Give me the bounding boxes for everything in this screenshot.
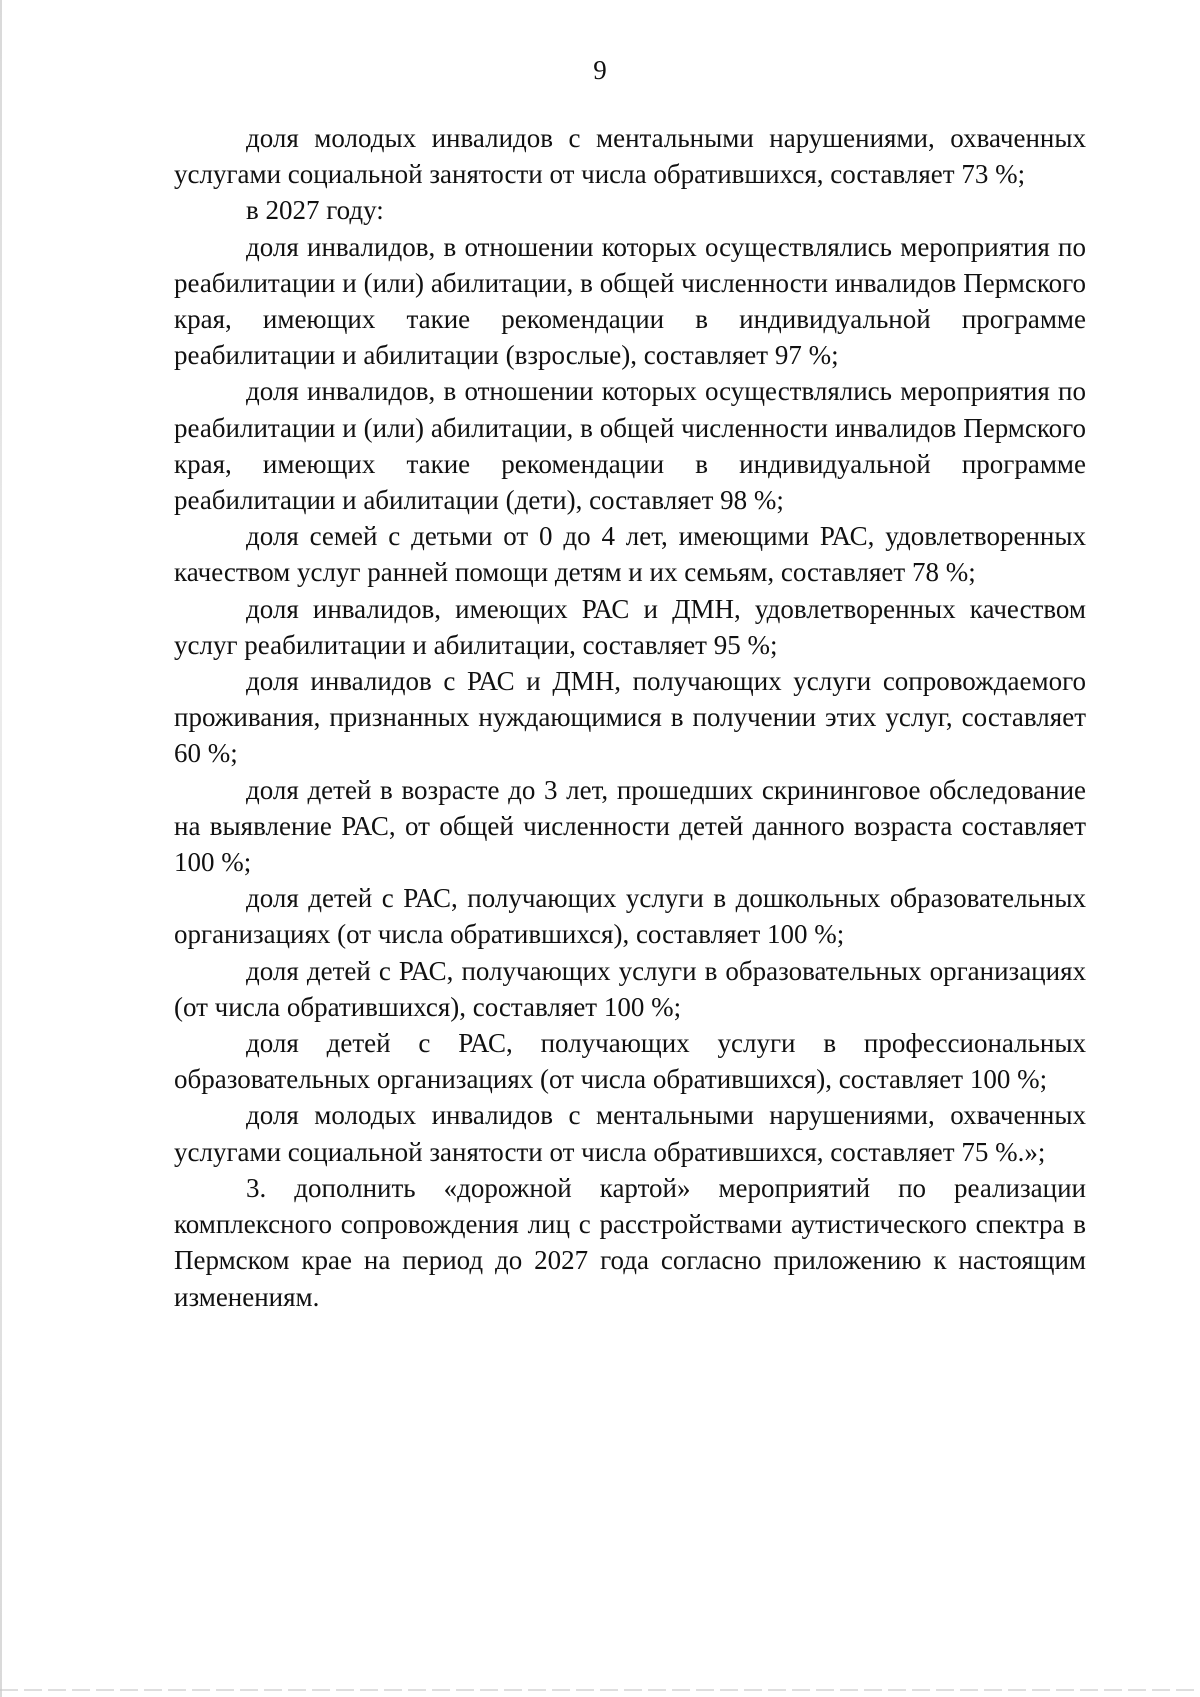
page-number: 9 <box>593 55 607 85</box>
document-body <box>174 120 1086 1315</box>
paragraph-young-disabled-employment-73: доля молодых инвалидов с ментальными нарушениями, охваченных услугами социальной занятости от числа обратившихся, составляет 73 %; <box>174 123 1086 190</box>
scan-edge-left <box>0 0 2 1697</box>
scan-edge-bottom <box>0 1689 1200 1691</box>
paragraph-ras-dmn-satisfaction-95: доля инвалидов, имеющих РАС и ДМН, удовлетворенных качеством услуг реабилитации и абилитации, составляет 95 %; <box>174 593 1086 660</box>
paragraph-young-disabled-employment-75: доля молодых инвалидов с ментальными нарушениями, охваченных услугами социальной занятости от числа обратившихся, составляет 75 %.»; <box>174 1100 1086 1167</box>
paragraph-supported-living-60: доля инвалидов с РАС и ДМН, получающих услуги сопровождаемого проживания, признанных нуждающимися в получении этих услуг, составляет 60 %; <box>174 666 1086 769</box>
paragraph-early-help-families-78: доля семей с детьми от 0 до 4 лет, имеющими РАС, удовлетворенных качеством услуг ранней помощи детям и их семьям, составляет 78 %; <box>174 521 1086 588</box>
paragraph-rehab-adults-97: доля инвалидов, в отношении которых осуществлялись мероприятия по реабилитации и (или) абилитации, в общей численности инвалидов Пермского края, имеющих такие рекомендации в индивидуальной программе реабилитации и абилитации (взрослые), составляет 97 %; <box>174 231 1086 371</box>
paragraph-screening-100: доля детей в возрасте до 3 лет, прошедших скрининговое обследование на выявление РАС, от общей численности детей данного возраста составляет 100 %; <box>174 774 1086 878</box>
paragraph-preschool-100: доля детей с РАС, получающих услуги в дошкольных образовательных организациях (от числа обратившихся), составляет 100 %; <box>174 883 1086 950</box>
paragraph-vocational-100: доля детей с РАС, получающих услуги в профессиональных образовательных организациях (от числа обратившихся), составляет 100 %; <box>174 1028 1086 1095</box>
paragraph-school-100: доля детей с РАС, получающих услуги в образовательных организациях (от числа обратившихся), составляет 100 %; <box>174 955 1086 1022</box>
paragraph-rehab-children-98: доля инвалидов, в отношении которых осуществлялись мероприятия по реабилитации и (или) абилитации, в общей численности инвалидов Пермского края, имеющих такие рекомендации в индивидуальной программе реабилитации и абилитации (дети), составляет 98 %; <box>174 376 1086 516</box>
paragraph-roadmap-addition: 3. дополнить «дорожной картой» мероприятий по реализации комплексного сопровождения лиц с расстройствами аутистического спектра в Пермском крае на период до 2027 года согласно приложению к настоящим изменениям. <box>174 1172 1086 1312</box>
paragraph-year-2027-heading: в 2027 году: <box>246 195 384 226</box>
